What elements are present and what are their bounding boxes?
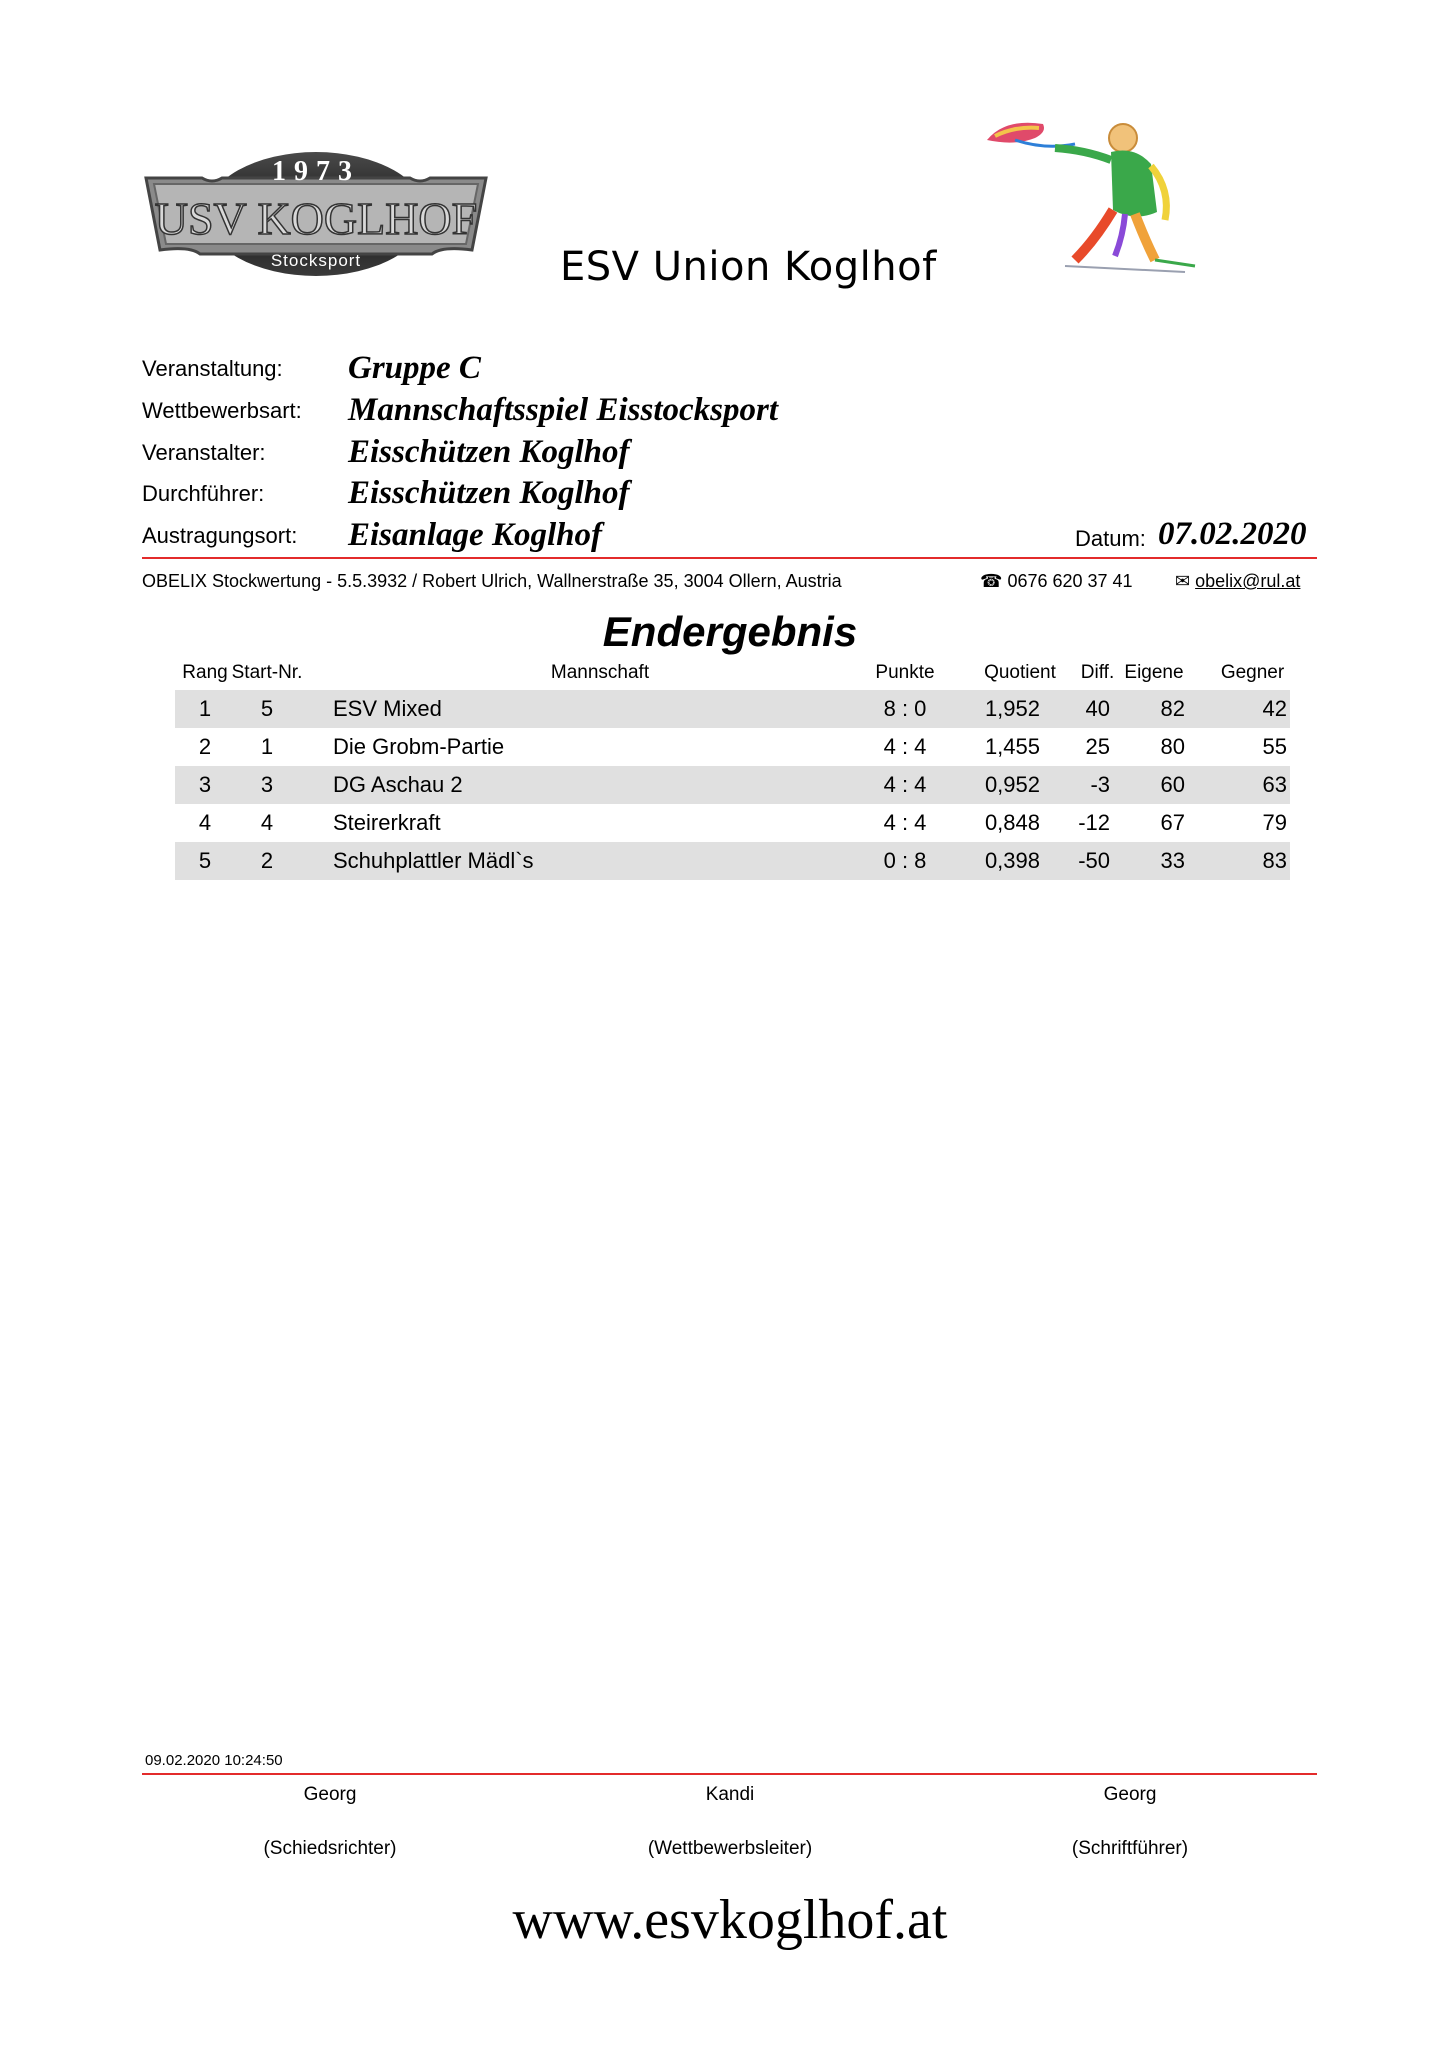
cell-gegner: 63 — [1262, 772, 1287, 797]
cell-quotient: 0,848 — [984, 810, 1040, 835]
curler-figure-illustration — [975, 110, 1205, 280]
signature-role-schiedsrichter: (Schiedsrichter) — [263, 1838, 397, 1859]
cell-mannschaft: DG Aschau 2 — [333, 772, 463, 797]
logo-year: 1973 — [272, 156, 360, 187]
info-value-veranstalter: Eisschützen Koglhof — [348, 434, 630, 470]
cell-eigene: 67 — [1160, 810, 1185, 835]
signature-role-wettbewerbsleiter: (Wettbewerbsleiter) — [647, 1838, 813, 1859]
cell-eigene: 82 — [1160, 696, 1185, 721]
cell-start-nr: 5 — [260, 696, 274, 721]
table-row — [175, 842, 1290, 880]
logo-sub: Stocksport — [270, 251, 362, 270]
cell-diff: 25 — [1085, 734, 1110, 759]
info-label-austragungsort: Austragungsort: — [142, 523, 298, 548]
cell-eigene: 80 — [1160, 734, 1185, 759]
info-value-durchfuehrer: Eisschützen Koglhof — [348, 475, 630, 511]
cell-mannschaft: Die Grobm-Partie — [333, 734, 505, 759]
cell-mannschaft: ESV Mixed — [333, 696, 442, 721]
signature-role-schriftfuehrer: (Schriftführer) — [1071, 1838, 1189, 1859]
cell-rang: 5 — [198, 848, 212, 873]
email-contact[interactable] — [1175, 571, 1300, 592]
header-gegner: Gegner — [1220, 662, 1285, 683]
info-label-veranstaltung: Veranstaltung: — [142, 356, 283, 381]
cell-gegner: 79 — [1262, 810, 1287, 835]
cell-punkte: 0 : 8 — [883, 848, 927, 873]
info-label-durchfuehrer: Durchführer: — [142, 481, 265, 506]
cell-start-nr: 4 — [260, 810, 274, 835]
cell-diff: -12 — [1078, 810, 1110, 835]
phone-number: 0676 620 37 41 — [1007, 571, 1133, 591]
info-label-veranstalter: Veranstalter: — [142, 440, 266, 465]
cell-start-nr: 2 — [260, 848, 274, 873]
cell-quotient: 1,952 — [984, 696, 1040, 721]
signature-name-schiedsrichter: Georg — [303, 1784, 357, 1805]
club-logo — [142, 150, 490, 278]
cell-quotient: 1,455 — [984, 734, 1040, 759]
phone-icon: ☎ — [980, 571, 1003, 591]
cell-quotient: 0,952 — [984, 772, 1040, 797]
table-row — [175, 766, 1290, 804]
results-table — [175, 662, 1290, 880]
header-start-nr: Start-Nr. — [231, 662, 303, 683]
results-heading: Endergebnis — [602, 608, 858, 655]
datum-label: Datum: — [1075, 526, 1146, 551]
header-quotient: Quotient — [984, 662, 1056, 683]
cell-gegner: 83 — [1262, 848, 1287, 873]
table-row — [175, 728, 1290, 766]
signature-name-wettbewerbsleiter: Kandi — [705, 1784, 755, 1805]
info-value-veranstaltung: Gruppe C — [348, 350, 481, 386]
header-rang: Rang — [182, 662, 228, 683]
datum-value: 07.02.2020 — [1158, 516, 1307, 552]
cell-rang: 4 — [198, 810, 212, 835]
header-mannschaft: Mannschaft — [550, 662, 650, 683]
cell-diff: -3 — [1090, 772, 1110, 797]
cell-mannschaft: Steirerkraft — [333, 810, 441, 835]
table-header — [175, 662, 1290, 690]
software-credit: OBELIX Stockwertung - 5.5.3932 / Robert Ulrich, Wallnerstraße 35, 3004 Ollern, Austria — [142, 571, 842, 591]
table-row — [175, 804, 1290, 842]
envelope-icon: ✉ — [1175, 571, 1191, 591]
cell-diff: 40 — [1085, 696, 1110, 721]
phone-contact — [980, 571, 1133, 592]
header-divider — [142, 557, 1317, 559]
website-url[interactable]: www.esvkoglhof.at — [512, 1889, 948, 1951]
cell-punkte: 8 : 0 — [883, 696, 927, 721]
table-row — [175, 690, 1290, 728]
cell-diff: -50 — [1078, 848, 1110, 873]
cell-gegner: 42 — [1262, 696, 1287, 721]
info-value-austragungsort: Eisanlage Koglhof — [348, 517, 602, 553]
signature-name-schriftfuehrer: Georg — [1103, 1784, 1157, 1805]
cell-eigene: 60 — [1160, 772, 1185, 797]
cell-rang: 1 — [198, 696, 212, 721]
header-eigene: Eigene — [1124, 662, 1184, 683]
cell-punkte: 4 : 4 — [883, 734, 927, 759]
cell-punkte: 4 : 4 — [883, 772, 927, 797]
cell-quotient: 0,398 — [984, 848, 1040, 873]
footer-divider — [142, 1773, 1317, 1775]
email-link[interactable]: obelix@rul.at — [1195, 571, 1301, 591]
cell-rang: 2 — [198, 734, 212, 759]
info-label-wettbewerbsart: Wettbewerbsart: — [142, 398, 302, 423]
logo-name: USV KOGLHOF — [154, 193, 478, 244]
header-punkte: Punkte — [875, 662, 935, 683]
cell-rang: 3 — [198, 772, 212, 797]
cell-punkte: 4 : 4 — [883, 810, 927, 835]
cell-start-nr: 1 — [260, 734, 274, 759]
print-timestamp: 09.02.2020 10:24:50 — [145, 1752, 283, 1769]
organization-title: ESV Union Koglhof — [560, 244, 937, 290]
cell-eigene: 33 — [1160, 848, 1185, 873]
info-value-wettbewerbsart: Mannschaftsspiel Eisstocksport — [348, 392, 778, 428]
cell-mannschaft: Schuhplattler Mädl`s — [333, 848, 534, 873]
header-diff: Diff. — [1080, 662, 1115, 683]
cell-gegner: 55 — [1262, 734, 1287, 759]
cell-start-nr: 3 — [260, 772, 274, 797]
